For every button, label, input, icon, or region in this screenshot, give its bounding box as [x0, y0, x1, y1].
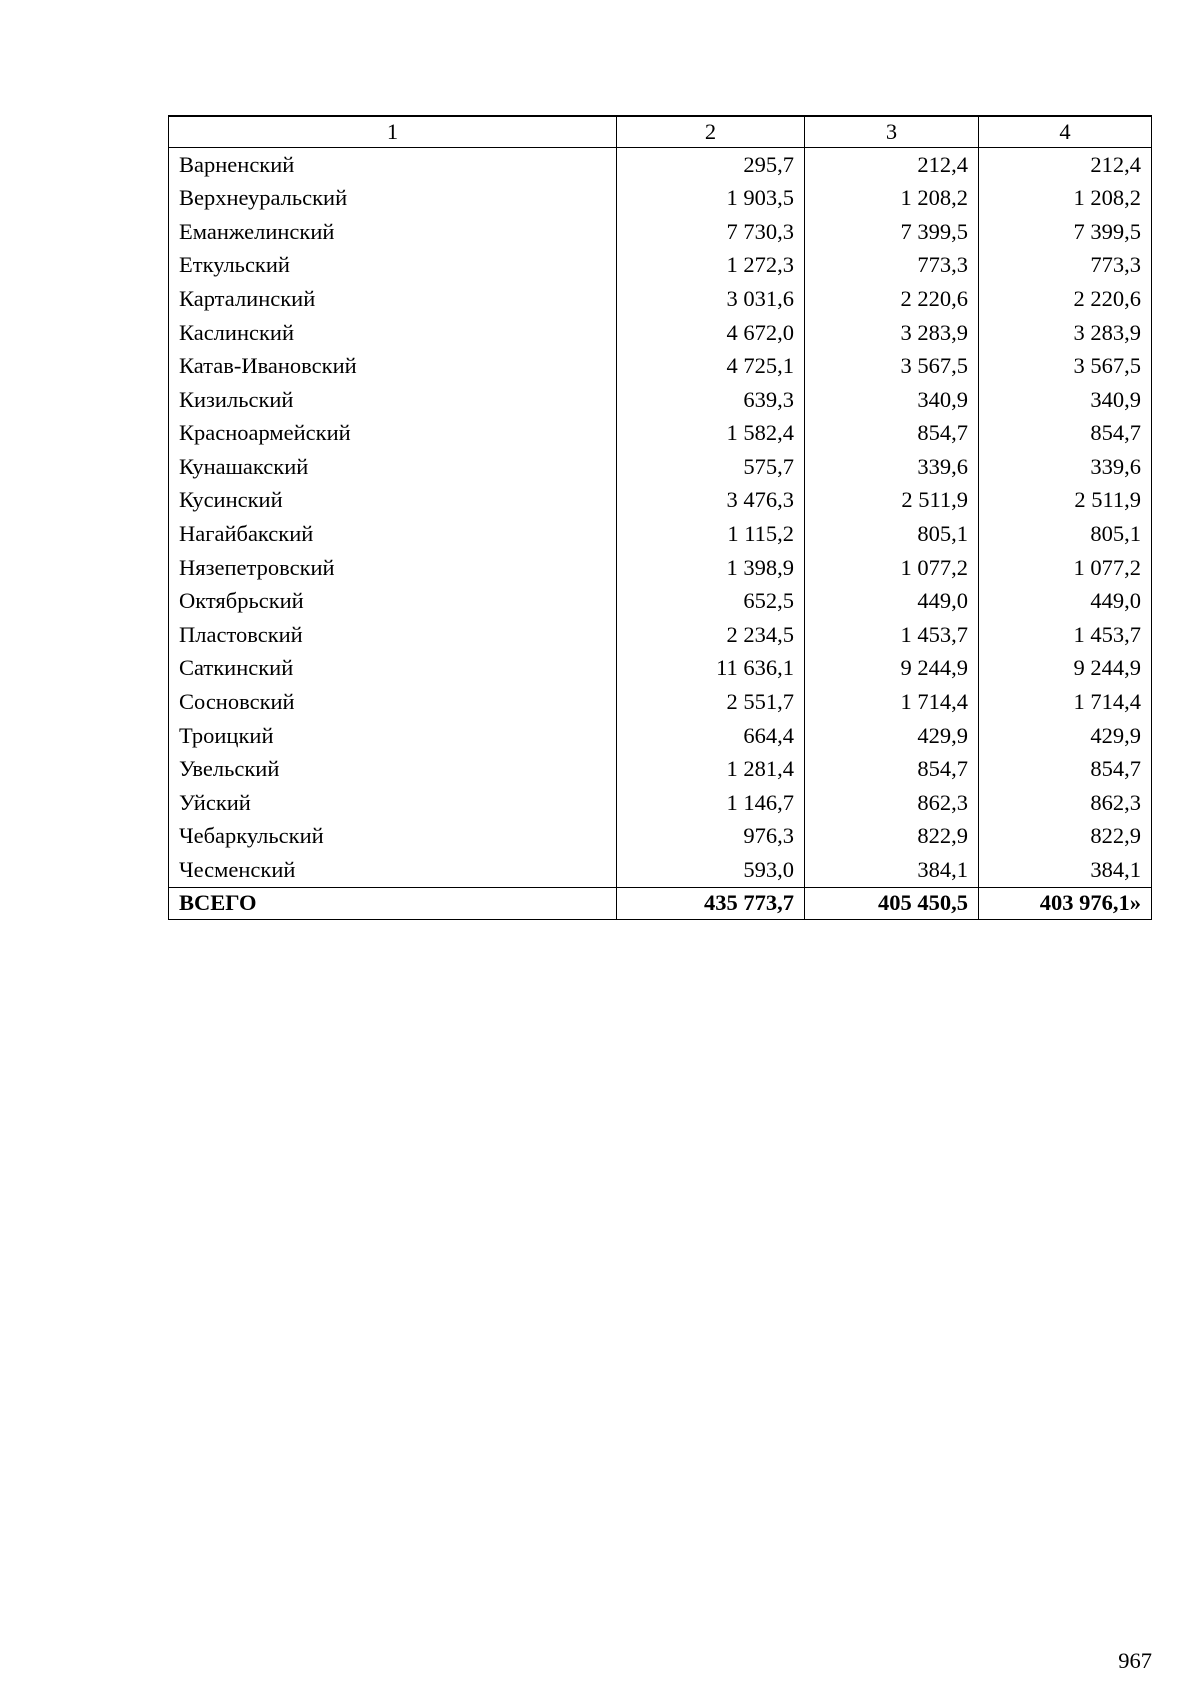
- value-col2: 1 281,4: [617, 753, 805, 787]
- total-row: [169, 888, 1152, 920]
- value-col4: 854,7: [979, 753, 1152, 787]
- value-col2: 1 398,9: [617, 551, 805, 585]
- column-header-2: 2: [617, 116, 805, 148]
- district-name: Пластовский: [169, 618, 617, 652]
- value-col3: 449,0: [805, 585, 979, 619]
- district-name: Октябрьский: [169, 585, 617, 619]
- district-name: Кусинский: [169, 484, 617, 518]
- value-col2: 7 730,3: [617, 215, 805, 249]
- district-name: Нязепетровский: [169, 551, 617, 585]
- total-label: ВСЕГО: [169, 888, 617, 920]
- district-name: Карталинский: [169, 282, 617, 316]
- value-col3: 854,7: [805, 753, 979, 787]
- table-header: [169, 116, 1152, 148]
- value-col3: 1 453,7: [805, 618, 979, 652]
- value-col3: 340,9: [805, 383, 979, 417]
- table-row: [169, 383, 1152, 417]
- column-header-1: 1: [169, 116, 617, 148]
- value-col4: 340,9: [979, 383, 1152, 417]
- column-header-3: 3: [805, 116, 979, 148]
- value-col2: 2 551,7: [617, 686, 805, 720]
- value-col2: 1 903,5: [617, 182, 805, 216]
- table-row: [169, 719, 1152, 753]
- table-row: [169, 350, 1152, 384]
- value-col2: 1 582,4: [617, 417, 805, 451]
- table-row: [169, 820, 1152, 854]
- value-col4: 212,4: [979, 148, 1152, 182]
- value-col2: 593,0: [617, 853, 805, 887]
- value-col2: 1 272,3: [617, 249, 805, 283]
- table-row: [169, 753, 1152, 787]
- value-col2: 652,5: [617, 585, 805, 619]
- value-col4: 3 567,5: [979, 350, 1152, 384]
- value-col4: 1 208,2: [979, 182, 1152, 216]
- district-name: Еманжелинский: [169, 215, 617, 249]
- value-col4: 773,3: [979, 249, 1152, 283]
- table-row: [169, 686, 1152, 720]
- value-col3: 3 283,9: [805, 316, 979, 350]
- value-col3: 7 399,5: [805, 215, 979, 249]
- value-col2: 639,3: [617, 383, 805, 417]
- table-row: [169, 518, 1152, 552]
- value-col4: 7 399,5: [979, 215, 1152, 249]
- value-col3: 339,6: [805, 450, 979, 484]
- value-col4: 339,6: [979, 450, 1152, 484]
- district-name: Красноармейский: [169, 417, 617, 451]
- value-col4: 1 714,4: [979, 686, 1152, 720]
- value-col3: 9 244,9: [805, 652, 979, 686]
- value-col4: 2 511,9: [979, 484, 1152, 518]
- table-row: [169, 484, 1152, 518]
- district-name: Уйский: [169, 786, 617, 820]
- value-col4: 384,1: [979, 853, 1152, 887]
- value-col4: 3 283,9: [979, 316, 1152, 350]
- value-col3: 1 077,2: [805, 551, 979, 585]
- data-table: [168, 115, 1152, 920]
- table-row: [169, 652, 1152, 686]
- district-name: Кизильский: [169, 383, 617, 417]
- value-col3: 429,9: [805, 719, 979, 753]
- district-name: Еткульский: [169, 249, 617, 283]
- table-row: [169, 417, 1152, 451]
- table-row: [169, 450, 1152, 484]
- district-name: Нагайбакский: [169, 518, 617, 552]
- district-name: Увельский: [169, 753, 617, 787]
- table-row: [169, 182, 1152, 216]
- value-col3: 3 567,5: [805, 350, 979, 384]
- total-value-col4: 403 976,1»: [979, 888, 1152, 920]
- table-row: [169, 148, 1152, 182]
- value-col3: 805,1: [805, 518, 979, 552]
- value-col4: 449,0: [979, 585, 1152, 619]
- district-name: Катав-Ивановский: [169, 350, 617, 384]
- district-name: Сосновский: [169, 686, 617, 720]
- table-footer: [169, 888, 1152, 920]
- value-col2: 1 146,7: [617, 786, 805, 820]
- column-header-4: 4: [979, 116, 1152, 148]
- value-col2: 2 234,5: [617, 618, 805, 652]
- table-row: [169, 618, 1152, 652]
- value-col4: 9 244,9: [979, 652, 1152, 686]
- value-col4: 2 220,6: [979, 282, 1152, 316]
- value-col2: 11 636,1: [617, 652, 805, 686]
- table-row: [169, 786, 1152, 820]
- value-col3: 822,9: [805, 820, 979, 854]
- value-col3: 854,7: [805, 417, 979, 451]
- value-col4: 854,7: [979, 417, 1152, 451]
- value-col2: 295,7: [617, 148, 805, 182]
- district-name: Каслинский: [169, 316, 617, 350]
- district-name: Чебаркульский: [169, 820, 617, 854]
- district-name: Троицкий: [169, 719, 617, 753]
- value-col4: 805,1: [979, 518, 1152, 552]
- district-name: Варненский: [169, 148, 617, 182]
- value-col3: 1 208,2: [805, 182, 979, 216]
- table-row: [169, 551, 1152, 585]
- value-col3: 773,3: [805, 249, 979, 283]
- page-number: 967: [1118, 1648, 1152, 1673]
- district-name: Саткинский: [169, 652, 617, 686]
- value-col2: 4 725,1: [617, 350, 805, 384]
- table-row: [169, 249, 1152, 283]
- value-col2: 4 672,0: [617, 316, 805, 350]
- value-col4: 429,9: [979, 719, 1152, 753]
- value-col4: 822,9: [979, 820, 1152, 854]
- value-col3: 212,4: [805, 148, 979, 182]
- header-row: [169, 116, 1152, 148]
- value-col2: 1 115,2: [617, 518, 805, 552]
- table-row: [169, 585, 1152, 619]
- table-row: [169, 316, 1152, 350]
- value-col4: 862,3: [979, 786, 1152, 820]
- table-row: [169, 853, 1152, 887]
- value-col2: 3 031,6: [617, 282, 805, 316]
- table-row: [169, 282, 1152, 316]
- value-col3: 862,3: [805, 786, 979, 820]
- value-col3: 2 220,6: [805, 282, 979, 316]
- value-col2: 575,7: [617, 450, 805, 484]
- value-col2: 664,4: [617, 719, 805, 753]
- table-row: [169, 215, 1152, 249]
- value-col3: 2 511,9: [805, 484, 979, 518]
- value-col4: 1 453,7: [979, 618, 1152, 652]
- value-col4: 1 077,2: [979, 551, 1152, 585]
- value-col2: 976,3: [617, 820, 805, 854]
- total-value-col3: 405 450,5: [805, 888, 979, 920]
- value-col3: 1 714,4: [805, 686, 979, 720]
- district-name: Чесменский: [169, 853, 617, 887]
- value-col3: 384,1: [805, 853, 979, 887]
- table-body: [169, 148, 1152, 888]
- value-col2: 3 476,3: [617, 484, 805, 518]
- total-value-col2: 435 773,7: [617, 888, 805, 920]
- district-name: Верхнеуральский: [169, 182, 617, 216]
- district-name: Кунашакский: [169, 450, 617, 484]
